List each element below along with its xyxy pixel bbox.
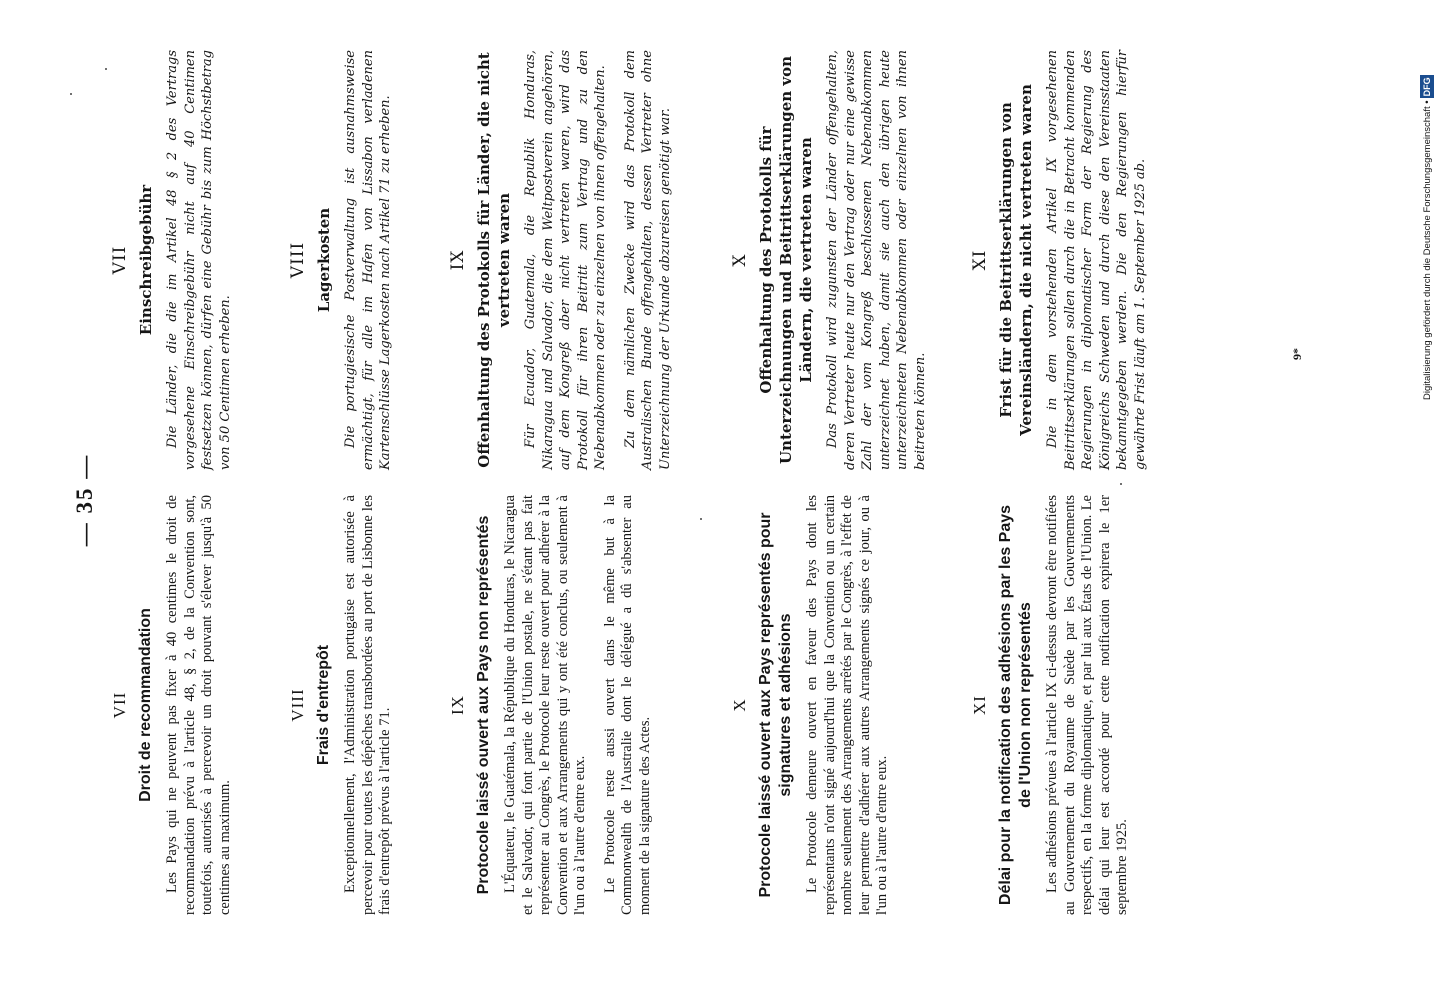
de-article-vii [110,50,246,470]
de-article-viii [288,50,407,470]
de-article-x [730,50,941,470]
article-numeral: IX [448,695,467,715]
fr-article-xi [970,495,1144,915]
article-heading: Délai pour la notification des adhésions par les Pays de l'Union non représentés [997,504,1034,906]
article-numeral: VIII [288,241,308,279]
article-heading: Offenhaltung des Protokolls für Länder, die nicht vertreten waren [475,52,513,468]
scan-speck [105,68,107,70]
article-numeral: X [730,698,749,712]
article-heading: Offenhaltung des Protokolls für Unterzeichnungen und Beitrittserklärungen von Ländern, die vertreten waren [757,55,815,465]
page-number: — 35 — [72,453,97,547]
article-heading: Protocole laissé ouvert aux Pays non représentés [475,515,492,895]
signature-mark: 9* [1290,348,1304,360]
article-paragraph: Die in dem vorstehenden Artikel IX vorgesehenen Beitrittserklärungen sollen durch die in Betracht kommenden Regierungen in diplomatischer Form der Regierung des Königreichs Schweden und durch diese den Vereinsstaaten bekanntgegeben werden. Die den Regierungen hierfür gewährte Frist läuft am 1. September 1925 ab. [1045,50,1148,470]
article-numeral: VIII [288,688,307,722]
article-heading: Lagerkosten [315,207,333,313]
article-heading: Droit de recommandation [137,608,154,802]
article-paragraph: Die portugiesische Postverwaltung ist ausnahmsweise ermächtigt, für alle im Hafen von Lissabon verladenen Kartenschlüsse Lagerkosten nach Artikel 71 zu erheben. [343,50,393,470]
scan-speck [1120,483,1122,485]
digitization-credit-text [1420,20,1434,400]
article-paragraph: Die Länder, die die im Artikel 48 § 2 des Vertrags vorgesehene Einschreibgebühr nicht auf 40 Centimen festsetzen können, dürfen eine Gebühr bis zum Höchstbetrag von 50 Centimen erheben. [165,50,233,470]
dfg-logo: DFG [1422,77,1432,97]
scan-speck [70,93,72,95]
article-paragraph: Für Ecuador, Guatemala, die Republik Honduras, Nikaragua und Salvador, die dem Weltpostverein angehören, auf dem Kongreß aber nicht vertreten waren, wird das Protokoll für ihren Beitritt zum Vertrag und zu den Nebenabkommen oder zu einzelnen von ihnen offengehalten. [523,50,608,470]
article-heading: Frais d'entrepôt [315,644,332,766]
article-paragraph: Les adhésions prévues à l'article IX ci-dessus devront être notifiées au Gouvernement du Royaume de Suède par les Gouvernements respectifs, en la forme diplomatique, et par lui aux États de l'Union. Le délai qui leur est accordé pour cette notification expirera le 1er septembre 1925. [1044,495,1130,915]
article-heading: Frist für die Beitrittserklärungen von Vereinsländern, die nicht vertreten waren [997,84,1035,436]
article-paragraph: Exceptionnellement, l'Administration portugaise est autorisée à percevoir pour toutes les dépêches transbordées au port de Lisbonne les frais d'entrepôt prévus à l'article 71. [342,495,393,915]
article-numeral: IX [448,249,468,271]
fr-article-vii [110,495,246,915]
article-paragraph: L'Équateur, le Guatémala, la République du Honduras, le Nicaragua et le Salvador, qui font partie de l'Union postale, ne s'étant pas fait représenter au Congrès, le Protocole leur reste ouvert pour adhérer à la Convention et aux Arrangements qui y ont été conclus, ou seulement à l'un ou à l'autre d'entre eux. [502,495,588,915]
de-article-xi [970,50,1161,470]
article-numeral: XI [970,695,989,715]
credit-text: Digitalisierung gefördert durch die Deutsche Forschungsgemeinschaft • [1422,100,1433,400]
article-paragraph: Zu dem nämlichen Zwecke wird das Protokoll dem Australischen Bunde offengehalten, dessen Vertreter ohne Unterzeichnung der Urkunde abzureisen genötigt war. [622,50,673,470]
article-paragraph: Le Protocole demeure ouvert en faveur des Pays dont les représentants n'ont signé aujourd'hui que la Convention ou un certain nombre seulement des Arrangements arrêtés par le Congrès, à l'effet de leur permettre d'adhérer aux autres Arrangements signés ce jour, ou à l'un ou à l'autre d'entre eux. [804,495,890,915]
article-heading: Protocole laissé ouvert aux Pays représentés pour signatures et adhésions [757,512,794,898]
article-heading: Einschreibgebühr [137,184,155,336]
article-numeral: XI [970,249,990,271]
article-paragraph: Le Protocole reste aussi ouvert dans le même but à la Commonwealth de l'Australie dont le délégué a dû s'absenter au moment de la signature des Actes. [601,495,653,915]
article-numeral: VII [110,245,130,275]
scan-speck [700,518,702,520]
digitization-credit [1420,8,1434,1000]
article-paragraph: Das Protokoll wird zugunsten der Länder offengehalten, deren Vertreter heute nur den Vertrag oder nur eine gewisse Zahl der vom Kongreß beschlossenen Nebenabkommen unterzeichnet haben, damit sie auch den übrigen heute unterzeichneten Nebenabkommen oder einzelnen von ihnen beitreten können. [825,50,928,470]
fr-article-viii [288,495,407,915]
de-article-ix [448,50,686,470]
article-paragraph: Les Pays qui ne peuvent pas fixer à 40 centimes le droit de recommandation prévu à l'article 48, § 2, de la Convention sont, toutefois, autorisés à percevoir un droit pouvant s'élever jusqu'à 50 centimes au maximum. [164,495,233,915]
article-numeral: VII [110,691,129,719]
fr-article-ix [448,495,666,915]
fr-article-x [730,495,904,915]
article-numeral: X [730,253,750,267]
